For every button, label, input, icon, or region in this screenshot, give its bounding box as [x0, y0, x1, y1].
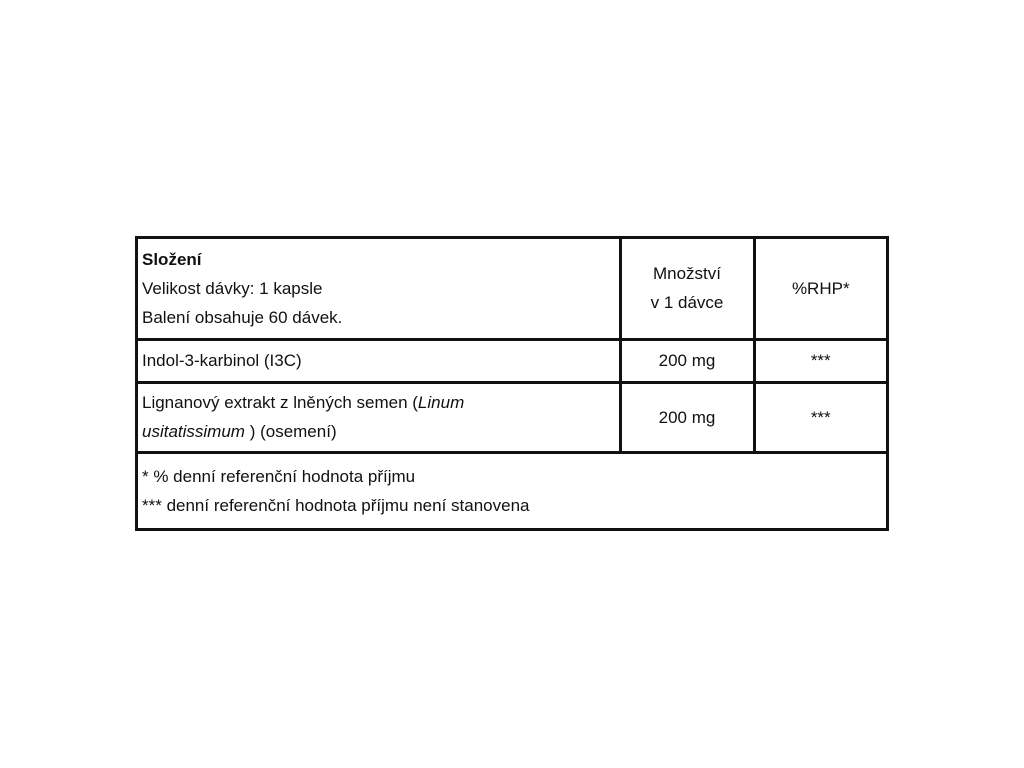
composition-grid: [138, 239, 886, 528]
table-row: [138, 382, 886, 452]
ingredient-prefix: Lignanový extrakt z lněných semen (: [142, 393, 418, 412]
composition-table: [135, 236, 889, 531]
amount-cell: [620, 339, 754, 382]
ingredient-cell: [138, 382, 620, 452]
header-info-cell: [138, 239, 620, 339]
rhp-header-cell: [754, 239, 886, 339]
table-row: [138, 339, 886, 382]
amount-value: 200 mg: [658, 407, 716, 427]
amount-header-line2: v 1 dávce: [650, 293, 724, 313]
ingredient-cell: [138, 339, 620, 382]
amount-cell: [620, 382, 754, 452]
rhp-value: ***: [810, 351, 831, 370]
ingredient-latin-species: usitatissimum: [142, 422, 245, 441]
table-title: Složení: [142, 249, 202, 269]
footnote-not-set: *** denní referenční hodnota příjmu není stanovena: [142, 495, 530, 515]
serving-size: Velikost dávky: 1 kapsle: [142, 278, 323, 298]
package-contents: Balení obsahuje 60 dávek.: [142, 307, 343, 327]
amount-header-cell: [620, 239, 754, 339]
rhp-cell: [754, 382, 886, 452]
footnote-row: [138, 452, 886, 528]
amount-value: 200 mg: [658, 351, 716, 370]
ingredient-name: Indol-3-karbinol (I3C): [142, 351, 302, 370]
rhp-value: ***: [810, 407, 831, 427]
footnote-cell: [138, 452, 886, 528]
table-header-row: [138, 239, 886, 339]
rhp-cell: [754, 339, 886, 382]
amount-header-line1: Množství: [652, 264, 722, 284]
ingredient-latin-genus: Linum: [417, 393, 465, 412]
ingredient-suffix: ) (osemení): [244, 422, 337, 441]
footnote-rhp: * % denní referenční hodnota příjmu: [142, 466, 416, 486]
rhp-header: %RHP*: [791, 278, 850, 298]
